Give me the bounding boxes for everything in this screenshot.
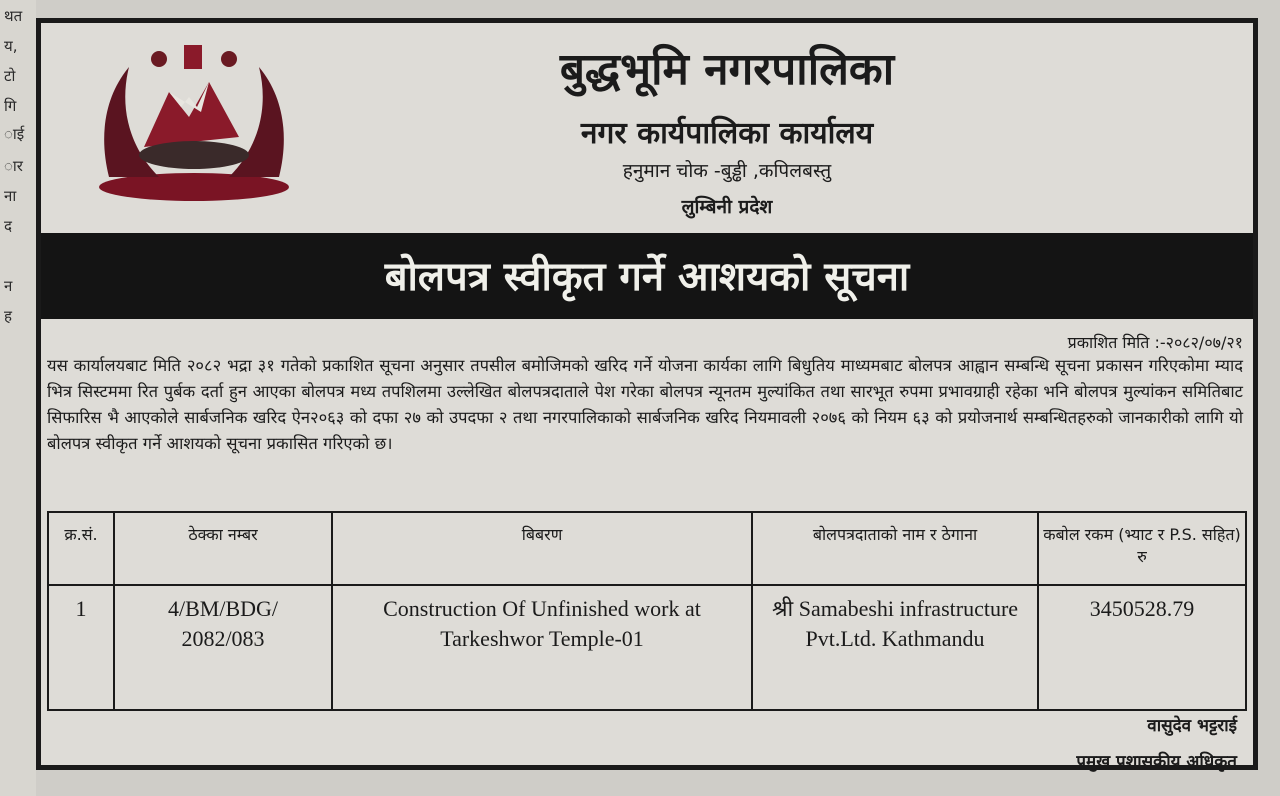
- margin-fragment: गि: [4, 97, 17, 115]
- header-sn: क्र.सं.: [48, 512, 114, 585]
- province-name: लुम्बिनी प्रदेश: [681, 196, 773, 218]
- cell-sn: 1: [48, 585, 114, 710]
- notice-paper: [36, 18, 1258, 770]
- margin-fragment: ह: [4, 307, 12, 325]
- margin-fragment: द: [4, 217, 12, 235]
- margin-fragment: ना: [4, 187, 17, 205]
- margin-fragment: न: [4, 277, 13, 295]
- signatory-designation: प्रमुख प्रशासकीय अधिकृत: [1076, 752, 1237, 772]
- office-address: हनुमान चोक -बुड्ढी ,कपिलबस्तु: [622, 160, 832, 182]
- header-description: बिबरण: [332, 512, 752, 585]
- margin-fragment: टो: [4, 67, 16, 85]
- cell-contract-no: 4/BM/BDG/ 2082/083: [114, 585, 332, 710]
- award-table: [47, 511, 1247, 711]
- notice-banner: [41, 233, 1253, 319]
- adjacent-page-strip: [0, 0, 36, 796]
- cell-amount: 3450528.79: [1038, 585, 1246, 710]
- notice-title: बोलपत्र स्वीकृत गर्ने आशयको सूचना: [384, 254, 910, 300]
- cell-description: Construction Of Unfinished work at Tarkeshwor Temple-01: [332, 585, 752, 710]
- margin-fragment: ाई: [4, 125, 25, 143]
- office-name: नगर कार्यपालिका कार्यालय: [580, 116, 874, 151]
- published-date: प्रकाशित मिति :-२०८२/०७/२१: [1067, 333, 1243, 352]
- header-contract-no: ठेक्का नम्बर: [114, 512, 332, 585]
- margin-fragment: य,: [4, 37, 18, 55]
- notice-body: यस कार्यालयबाट मिति २०८२ भद्रा ३१ गतेको प्रकाशित सूचना अनुसार तपसील बमोजिमको खरिद गर्ने योजना कार्यका लागि बिधुतिय माध्यमबाट बोलपत्र आह्वान सम्बन्धि सूचना प्रकासन गरिएकोमा म्याद भित्र सिस्टममा रित पुर्बक दर्ता हुन आएका बोलपत्र मध्य तपशिलमा उल्लेखित बोलपत्रदाताले पेश गरेका बोलपत्र न्यूनतम मुल्यांकित तथा सारभूत रुपमा प्रभावग्राही रहेका भनि बोलपत्र मुल्यांकन समितिबाट सिफारिस भै आएकोले सार्बजनिक खरिद ऐन२०६३ को दफा २७ को उपदफा २ तथा नगरपालिकाको सार्बजनिक खरिद नियमावली २०७६ को नियम ६३ को प्रयोजनार्थ सम्बन्धितहरुको जानकारीको लागि यो बोलपत्र स्वीकृत गर्ने आशयको सूचना प्रकासित गरिएको छ।: [47, 356, 1243, 453]
- margin-fragment: ार: [4, 157, 23, 175]
- header-bidder: बोलपत्रदाताको नाम र ठेगाना: [752, 512, 1038, 585]
- header-amount: कबोल रकम (भ्याट र P.S. सहित) रु: [1038, 512, 1246, 585]
- table-header-row: [48, 512, 1246, 585]
- table-row: [48, 585, 1246, 710]
- municipality-name: बुद्धभूमि नगरपालिका: [559, 44, 895, 95]
- signatory-name: वासुदेव भट्टराई: [1147, 716, 1237, 736]
- margin-fragment: थत: [4, 7, 23, 25]
- cell-bidder: श्री Samabeshi infrastructure Pvt.Ltd. Kathmandu: [752, 585, 1038, 710]
